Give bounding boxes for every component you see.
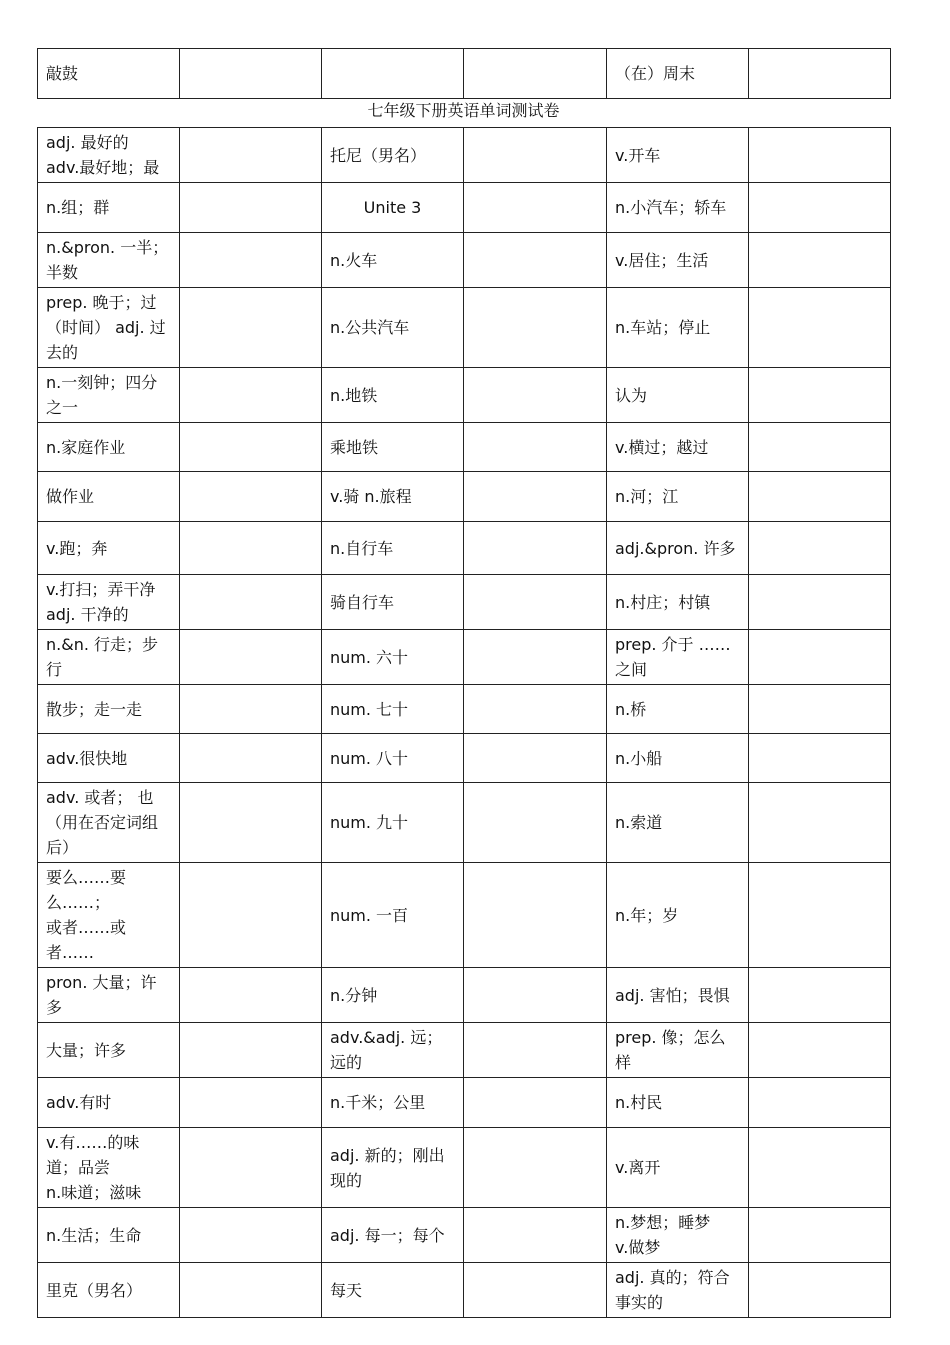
answer-cell[interactable] <box>464 49 607 99</box>
prompt-cell: adj. 害怕；畏惧 <box>607 968 749 1023</box>
prompt-cell: n.火车 <box>322 233 464 288</box>
answer-cell[interactable] <box>464 128 607 183</box>
table-row <box>38 1078 891 1128</box>
answer-cell[interactable] <box>180 128 322 183</box>
answer-cell[interactable] <box>749 685 891 734</box>
table-row <box>38 968 891 1023</box>
table-row <box>38 522 891 575</box>
prompt-cell: prep. 像；怎么样 <box>607 1023 749 1078</box>
answer-cell[interactable] <box>464 1263 607 1318</box>
answer-cell[interactable] <box>180 183 322 233</box>
answer-cell[interactable] <box>180 685 322 734</box>
prompt-cell: 托尼（男名） <box>322 128 464 183</box>
answer-cell[interactable] <box>464 685 607 734</box>
answer-cell[interactable] <box>749 522 891 575</box>
answer-cell[interactable] <box>749 1023 891 1078</box>
answer-cell[interactable] <box>464 1208 607 1263</box>
answer-cell[interactable] <box>464 522 607 575</box>
prompt-cell: 认为 <box>607 368 749 423</box>
prompt-cell: n.千米；公里 <box>322 1078 464 1128</box>
answer-cell[interactable] <box>180 863 322 968</box>
prompt-cell: n.村庄；村镇 <box>607 575 749 630</box>
prompt-cell: 做作业 <box>38 472 180 522</box>
answer-cell[interactable] <box>464 783 607 863</box>
answer-cell[interactable] <box>749 630 891 685</box>
answer-cell[interactable] <box>464 968 607 1023</box>
prompt-cell: adj. 新的；刚出现的 <box>322 1128 464 1208</box>
prompt-cell: 敲鼓 <box>38 49 180 99</box>
table-row <box>38 575 891 630</box>
table-row <box>38 1263 891 1318</box>
table-row <box>38 1208 891 1263</box>
table-row <box>38 423 891 472</box>
prompt-cell: 里克（男名） <box>38 1263 180 1318</box>
prompt-cell: n.生活；生命 <box>38 1208 180 1263</box>
answer-cell[interactable] <box>749 1128 891 1208</box>
prompt-cell: 大量；许多 <box>38 1023 180 1078</box>
prompt-cell: num. 八十 <box>322 734 464 783</box>
prompt-cell: v.横过；越过 <box>607 423 749 472</box>
prompt-cell: n.&n. 行走；步行 <box>38 630 180 685</box>
prompt-cell: n.自行车 <box>322 522 464 575</box>
prompt-cell: n.小船 <box>607 734 749 783</box>
previous-page-table-fragment <box>37 48 891 99</box>
answer-cell[interactable] <box>180 630 322 685</box>
table-row <box>38 288 891 368</box>
prompt-cell: n.小汽车；轿车 <box>607 183 749 233</box>
prompt-cell: 散步；走一走 <box>38 685 180 734</box>
table-row <box>38 685 891 734</box>
answer-cell[interactable] <box>749 1208 891 1263</box>
answer-cell[interactable] <box>749 128 891 183</box>
answer-cell[interactable] <box>180 522 322 575</box>
prompt-cell: n.分钟 <box>322 968 464 1023</box>
prompt-cell: num. 六十 <box>322 630 464 685</box>
prompt-cell: adv. 或者； 也（用在否定词组后） <box>38 783 180 863</box>
table-row <box>38 1128 891 1208</box>
table-row <box>38 233 891 288</box>
prompt-cell: 乘地铁 <box>322 423 464 472</box>
answer-cell[interactable] <box>180 575 322 630</box>
prompt-cell: v.居住；生活 <box>607 233 749 288</box>
prompt-cell: adj. 每一；每个 <box>322 1208 464 1263</box>
answer-cell[interactable] <box>464 1078 607 1128</box>
answer-cell[interactable] <box>180 423 322 472</box>
answer-cell[interactable] <box>180 734 322 783</box>
answer-cell[interactable] <box>464 472 607 522</box>
prompt-cell: n.车站；停止 <box>607 288 749 368</box>
answer-cell[interactable] <box>749 783 891 863</box>
answer-cell[interactable] <box>749 1263 891 1318</box>
answer-cell[interactable] <box>464 233 607 288</box>
answer-cell[interactable] <box>464 630 607 685</box>
prompt-cell: adj. 真的；符合事实的 <box>607 1263 749 1318</box>
answer-cell[interactable] <box>749 368 891 423</box>
prompt-cell: num. 一百 <box>322 863 464 968</box>
answer-cell[interactable] <box>749 968 891 1023</box>
prompt-cell: v.有……的味道；品尝 n.味道；滋味 <box>38 1128 180 1208</box>
answer-cell[interactable] <box>749 49 891 99</box>
prompt-cell: 骑自行车 <box>322 575 464 630</box>
answer-cell[interactable] <box>180 1023 322 1078</box>
answer-cell[interactable] <box>749 575 891 630</box>
table-row <box>38 734 891 783</box>
prompt-cell: n.地铁 <box>322 368 464 423</box>
prompt-cell: 每天 <box>322 1263 464 1318</box>
vocabulary-test-table <box>37 127 891 1318</box>
answer-cell[interactable] <box>464 863 607 968</box>
answer-cell[interactable] <box>464 288 607 368</box>
prompt-cell: （在）周末 <box>607 49 749 99</box>
prompt-cell: n.&pron. 一半；半数 <box>38 233 180 288</box>
answer-cell[interactable] <box>749 734 891 783</box>
prompt-cell: prep. 晚于；过（时间） adj. 过去的 <box>38 288 180 368</box>
prompt-cell: n.一刻钟；四分之一 <box>38 368 180 423</box>
page-title: 七年级下册英语单词测试卷 <box>367 101 560 120</box>
prompt-cell: adv.&adj. 远；远的 <box>322 1023 464 1078</box>
prompt-cell: v.打扫；弄干净 adj. 干净的 <box>38 575 180 630</box>
answer-cell[interactable] <box>180 288 322 368</box>
prompt-cell: 要么……要么……； 或者……或者…… <box>38 863 180 968</box>
prompt-cell: adv.很快地 <box>38 734 180 783</box>
answer-cell[interactable] <box>180 1263 322 1318</box>
answer-cell[interactable] <box>749 288 891 368</box>
answer-cell[interactable] <box>749 1078 891 1128</box>
prompt-cell: num. 九十 <box>322 783 464 863</box>
answer-cell[interactable] <box>749 863 891 968</box>
answer-cell[interactable] <box>464 734 607 783</box>
answer-cell[interactable] <box>749 472 891 522</box>
answer-cell[interactable] <box>464 183 607 233</box>
table-row <box>38 128 891 183</box>
prompt-cell: n.组；群 <box>38 183 180 233</box>
prompt-cell: n.河；江 <box>607 472 749 522</box>
answer-cell[interactable] <box>180 1078 322 1128</box>
prompt-cell <box>322 49 464 99</box>
answer-cell[interactable] <box>180 1128 322 1208</box>
table-row <box>38 863 891 968</box>
prompt-cell: n.桥 <box>607 685 749 734</box>
answer-cell[interactable] <box>180 472 322 522</box>
prompt-cell: adj.&pron. 许多 <box>607 522 749 575</box>
answer-cell[interactable] <box>180 1208 322 1263</box>
answer-cell[interactable] <box>749 423 891 472</box>
prompt-cell: v.跑；奔 <box>38 522 180 575</box>
answer-cell[interactable] <box>180 233 322 288</box>
prompt-cell: prep. 介于 ……之间 <box>607 630 749 685</box>
prompt-cell: v.离开 <box>607 1128 749 1208</box>
table-row <box>38 1023 891 1078</box>
table-row <box>38 49 891 99</box>
prompt-cell: adv.有时 <box>38 1078 180 1128</box>
answer-cell[interactable] <box>464 1023 607 1078</box>
answer-cell[interactable] <box>749 183 891 233</box>
answer-cell[interactable] <box>464 368 607 423</box>
answer-cell[interactable] <box>180 49 322 99</box>
answer-cell[interactable] <box>180 968 322 1023</box>
prompt-cell: pron. 大量；许多 <box>38 968 180 1023</box>
answer-cell[interactable] <box>464 423 607 472</box>
prompt-cell: n.公共汽车 <box>322 288 464 368</box>
answer-cell[interactable] <box>180 368 322 423</box>
prompt-cell: n.梦想；睡梦 v.做梦 <box>607 1208 749 1263</box>
prompt-cell: num. 七十 <box>322 685 464 734</box>
prompt-cell: adj. 最好的 adv.最好地；最 <box>38 128 180 183</box>
prompt-cell: v.开车 <box>607 128 749 183</box>
table-row <box>38 783 891 863</box>
prompt-cell: n.年；岁 <box>607 863 749 968</box>
prompt-cell: Unite 3 <box>322 183 464 233</box>
prompt-cell: n.索道 <box>607 783 749 863</box>
table-row <box>38 183 891 233</box>
answer-cell[interactable] <box>749 233 891 288</box>
table-row <box>38 472 891 522</box>
answer-cell[interactable] <box>464 1128 607 1208</box>
answer-cell[interactable] <box>464 575 607 630</box>
prompt-cell: n.村民 <box>607 1078 749 1128</box>
prompt-cell: v.骑 n.旅程 <box>322 472 464 522</box>
table-row <box>38 630 891 685</box>
prompt-cell: n.家庭作业 <box>38 423 180 472</box>
table-row <box>38 368 891 423</box>
answer-cell[interactable] <box>180 783 322 863</box>
